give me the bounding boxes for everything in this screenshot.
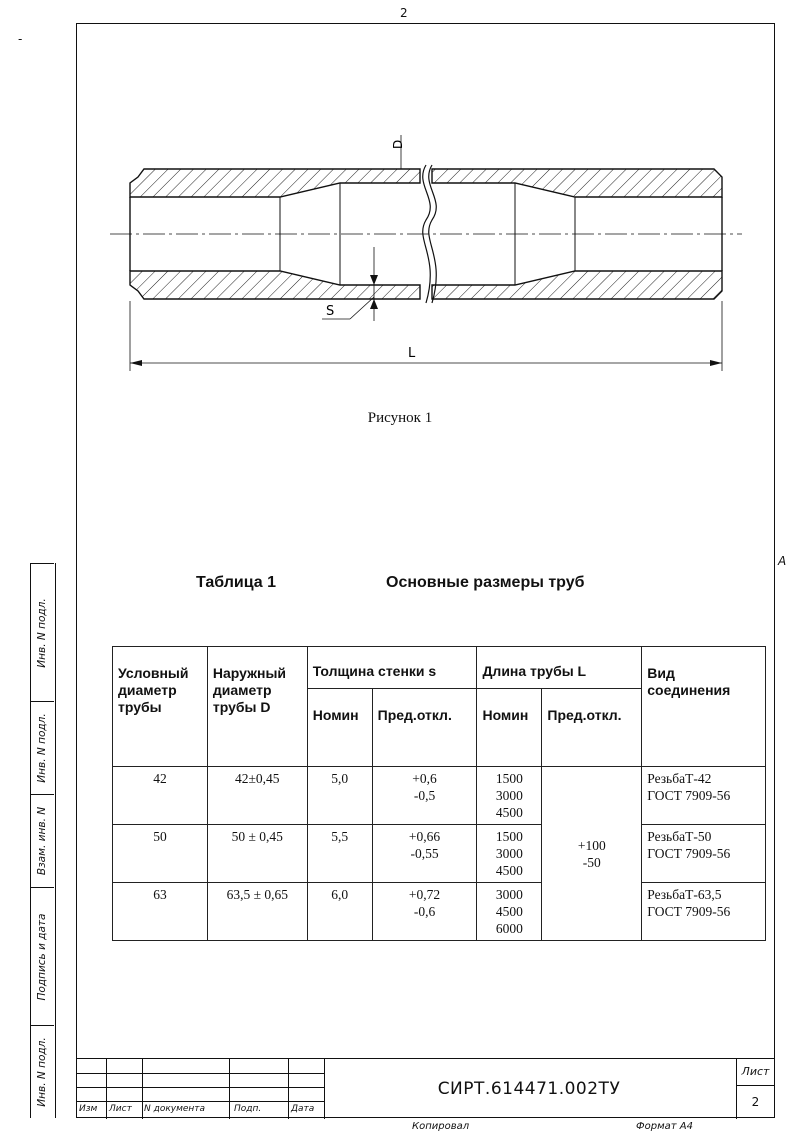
cell-s-tol: +0,6 -0,5 bbox=[372, 767, 477, 825]
table-number: Таблица 1 bbox=[196, 574, 277, 591]
header-nominal-diameter: Условный диаметр трубы bbox=[113, 647, 208, 767]
col-list: Лист bbox=[109, 1104, 132, 1114]
cell-length-tol: +100 -50 bbox=[542, 767, 642, 941]
cell-s-tol: +0,66 -0,55 bbox=[372, 825, 477, 883]
format-label: Формат А4 bbox=[636, 1121, 693, 1132]
side-cell-inv-podl-1: Инв. N подл. bbox=[30, 563, 54, 701]
copied-label: Копировал bbox=[412, 1121, 470, 1132]
figure-caption: Рисунок 1 bbox=[367, 410, 433, 426]
header-wall-tol: Пред.откл. bbox=[372, 689, 477, 767]
cell-dn: 50 bbox=[113, 825, 208, 883]
cell-lengths: 3000 4500 6000 bbox=[477, 883, 542, 941]
cell-d: 50 ± 0,45 bbox=[207, 825, 307, 883]
pipe-bottom-wall-right bbox=[432, 271, 722, 299]
dim-label-l: L bbox=[408, 346, 416, 361]
pipe-drawing bbox=[110, 125, 750, 385]
header-wall: Толщина стенки s bbox=[307, 647, 477, 689]
cell-dn: 63 bbox=[113, 883, 208, 941]
table-title: Основные размеры труб bbox=[386, 574, 585, 591]
header-wall-nom: Номин bbox=[307, 689, 372, 767]
margin-mark: А bbox=[778, 554, 787, 568]
document-number: СИРТ.614471.002ТУ bbox=[437, 1079, 621, 1099]
header-length-tol: Пред.откл. bbox=[542, 689, 642, 767]
dim-label-d: D bbox=[391, 139, 405, 149]
col-doc-number: N документа bbox=[144, 1104, 206, 1114]
table-row bbox=[113, 883, 766, 941]
cell-connection: РезьбаТ-42 ГОСТ 7909-56 bbox=[642, 767, 766, 825]
col-signature: Подп. bbox=[234, 1104, 262, 1114]
side-cell-signature: Подпись и дата bbox=[30, 887, 54, 1025]
corner-mark: - bbox=[18, 32, 23, 46]
cell-s-tol: +0,72 -0,6 bbox=[372, 883, 477, 941]
side-cell-inv-podl-2: Инв. N подл. bbox=[30, 701, 54, 794]
side-cell-inv-podl-3: Инв. N подл. bbox=[30, 1025, 54, 1118]
cell-s-nom: 5,5 bbox=[307, 825, 372, 883]
col-izm: Изм bbox=[79, 1104, 98, 1114]
cell-d: 42±0,45 bbox=[207, 767, 307, 825]
header-length-nom: Номин bbox=[477, 689, 542, 767]
table-row bbox=[113, 825, 766, 883]
table-row bbox=[113, 767, 766, 825]
page-number: 2 bbox=[400, 6, 408, 20]
title-block bbox=[76, 1058, 775, 1119]
pipe-top-wall-right bbox=[432, 169, 722, 197]
cell-connection: РезьбаТ-63,5 ГОСТ 7909-56 bbox=[642, 883, 766, 941]
header-length: Длина трубы L bbox=[477, 647, 642, 689]
cell-lengths: 1500 3000 4500 bbox=[477, 825, 542, 883]
dimensions-table bbox=[112, 646, 766, 941]
sheet-label: Лист bbox=[741, 1065, 770, 1078]
pipe-top-wall bbox=[130, 169, 420, 197]
cell-lengths: 1500 3000 4500 bbox=[477, 767, 542, 825]
cell-s-nom: 5,0 bbox=[307, 767, 372, 825]
header-outer-diameter: Наружный диаметр трубы D bbox=[207, 647, 307, 767]
cell-d: 63,5 ± 0,65 bbox=[207, 883, 307, 941]
col-date: Дата bbox=[291, 1104, 315, 1114]
cell-s-nom: 6,0 bbox=[307, 883, 372, 941]
cell-dn: 42 bbox=[113, 767, 208, 825]
dim-label-s: S bbox=[326, 304, 335, 319]
cell-connection: РезьбаТ-50 ГОСТ 7909-56 bbox=[642, 825, 766, 883]
header-connection: Вид соединения bbox=[642, 647, 766, 767]
side-stamp bbox=[30, 563, 76, 1118]
sheet-number: 2 bbox=[751, 1095, 760, 1109]
side-cell-vzam: Взам. инв. N bbox=[30, 794, 54, 887]
